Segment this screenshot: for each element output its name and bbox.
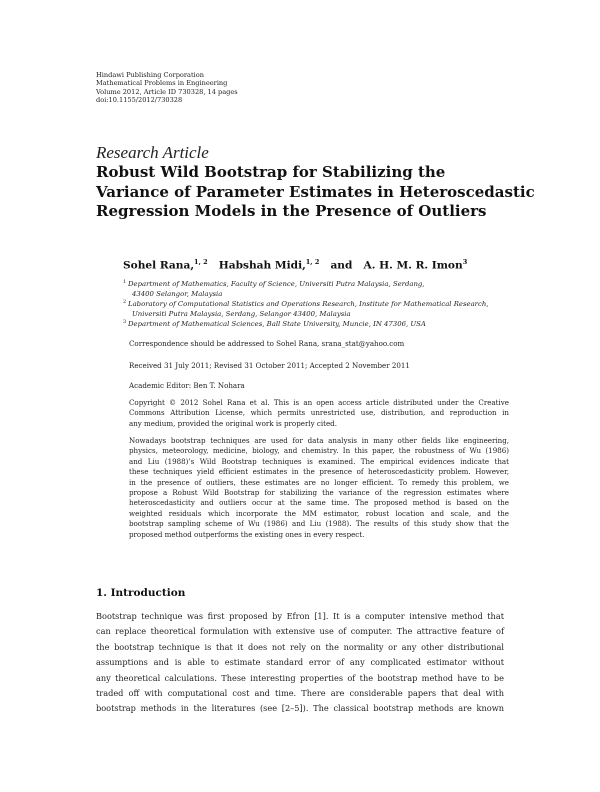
affiliation bbox=[123, 319, 523, 329]
body-line: the bootstrap technique is that it does not rely on the normality or any other distributional bbox=[96, 641, 504, 652]
body-line: assumptions and is able to estimate standard error of any complicated estimator without bbox=[96, 657, 504, 668]
dates: Received 31 July 2011; Revised 31 October 2011; Accepted 2 November 2011 bbox=[129, 361, 410, 370]
author-name: Habshah Midi, bbox=[218, 259, 306, 272]
abstract-line: bootstrap sampling scheme of Wu (1986) and Liu (1988). The results of this study show that the bbox=[129, 519, 509, 529]
copyright-line: any medium, provided the original work is properly cited. bbox=[129, 418, 337, 428]
author-list bbox=[123, 258, 467, 272]
affiliation-line: Department of Mathematical Sciences, Ball State University, Muncie, IN 47306, USA bbox=[128, 320, 426, 328]
journal-header bbox=[96, 71, 238, 105]
affiliation-line: 43400 Selangor, Malaysia bbox=[132, 290, 223, 298]
copyright-notice bbox=[129, 398, 509, 429]
body-line: traded off with computational cost and time. There are considerable papers that deal with bbox=[96, 688, 504, 699]
affiliations bbox=[123, 279, 523, 329]
copyright-line: Commons Attribution License, which permits unrestricted use, distribution, and reproduction in bbox=[129, 408, 509, 418]
academic-editor: Academic Editor: Ben T. Nohara bbox=[129, 381, 245, 390]
body-line: can replace theoretical formulation with extensive use of computer. The attractive feature of bbox=[96, 626, 504, 637]
paper-title bbox=[96, 163, 535, 222]
affiliation-line: Universiti Putra Malaysia, Serdang, Selangor 43400, Malaysia bbox=[132, 310, 351, 318]
introduction-text bbox=[96, 609, 504, 717]
publisher: Hindawi Publishing Corporation bbox=[96, 71, 204, 79]
section-heading: 1. Introduction bbox=[96, 587, 186, 599]
volume-info: Volume 2012, Article ID 730328, 14 pages bbox=[96, 87, 238, 96]
abstract-line: in the presence of outliers, these estimates are no longer efficient. To remedy this problem, we bbox=[129, 477, 509, 487]
correspondence: Correspondence should be addressed to Sohel Rana, srana_stat@yahoo.com bbox=[129, 339, 405, 348]
abstract-line: weighted residuals which incorporate the MM estimator, robust location and scale, and the bbox=[129, 508, 509, 518]
journal-name: Mathematical Problems in Engineering bbox=[96, 79, 228, 88]
abstract-line: Nowadays bootstrap techniques are used for data analysis in many other fields like engineering, bbox=[129, 436, 509, 445]
affiliation-number: 2 bbox=[123, 299, 127, 305]
affiliation-number: 3 bbox=[123, 319, 127, 325]
affiliation bbox=[123, 299, 523, 319]
abstract-line: these techniques yield efficient estimates in the presence of heteroscedasticity problem. However, bbox=[129, 467, 509, 477]
author-name: Sohel Rana, bbox=[123, 259, 195, 272]
author-affil-marks: 1, 2 bbox=[305, 258, 320, 266]
abstract-line: proposed method outperforms the existing ones in every respect. bbox=[129, 529, 365, 539]
affiliation-line: Laboratory of Computational Statistics and Operations Research, Institute for Mathematical Research, bbox=[128, 300, 489, 308]
title-line: Variance of Parameter Estimates in Heteroscedastic bbox=[96, 182, 535, 201]
abstract-line: physics, meteorology, medicine, biology, and chemistry. In this paper, the robustness of Wu (1986) bbox=[129, 446, 509, 456]
abstract bbox=[129, 436, 509, 540]
title-line: Regression Models in the Presence of Outliers bbox=[96, 202, 487, 220]
affiliation-line: Department of Mathematics, Faculty of Science, Universiti Putra Malaysia, Serdang, bbox=[128, 280, 425, 288]
copyright-line: Copyright © 2012 Sohel Rana et al. This is an open access article distributed under the Creative bbox=[129, 398, 509, 407]
body-line: Bootstrap technique was first proposed by Efron [1]. It is a computer intensive method that bbox=[96, 611, 504, 621]
author-affil-marks: 1, 2 bbox=[194, 258, 208, 266]
abstract-line: propose a Robust Wild Bootstrap for stabilizing the variance of the regression estimates where bbox=[129, 488, 509, 498]
abstract-line: heteroscedasticity and outliers occur at the same time. The proposed method is based on the bbox=[129, 498, 509, 508]
abstract-line: and Liu (1988)’s Wild Bootstrap techniques is examined. The empirical evidences indicate that bbox=[129, 456, 509, 466]
affiliation-number: 1 bbox=[123, 279, 127, 285]
article-type: Research Article bbox=[96, 143, 209, 162]
body-line: any theoretical calculations. These interesting properties of the bootstrap method have to be bbox=[96, 672, 504, 683]
author-conjunction: and bbox=[330, 259, 353, 272]
affiliation bbox=[123, 279, 523, 299]
doi[interactable]: doi:10.1155/2012/730328 bbox=[96, 96, 183, 105]
title-line: Robust Wild Bootstrap for Stabilizing the bbox=[96, 163, 446, 181]
author-name: A. H. M. R. Imon bbox=[363, 259, 463, 272]
body-line: bootstrap methods in the literatures (see [2–5]). The classical bootstrap methods are known bbox=[96, 703, 504, 714]
author-affil-marks: 3 bbox=[462, 258, 468, 266]
